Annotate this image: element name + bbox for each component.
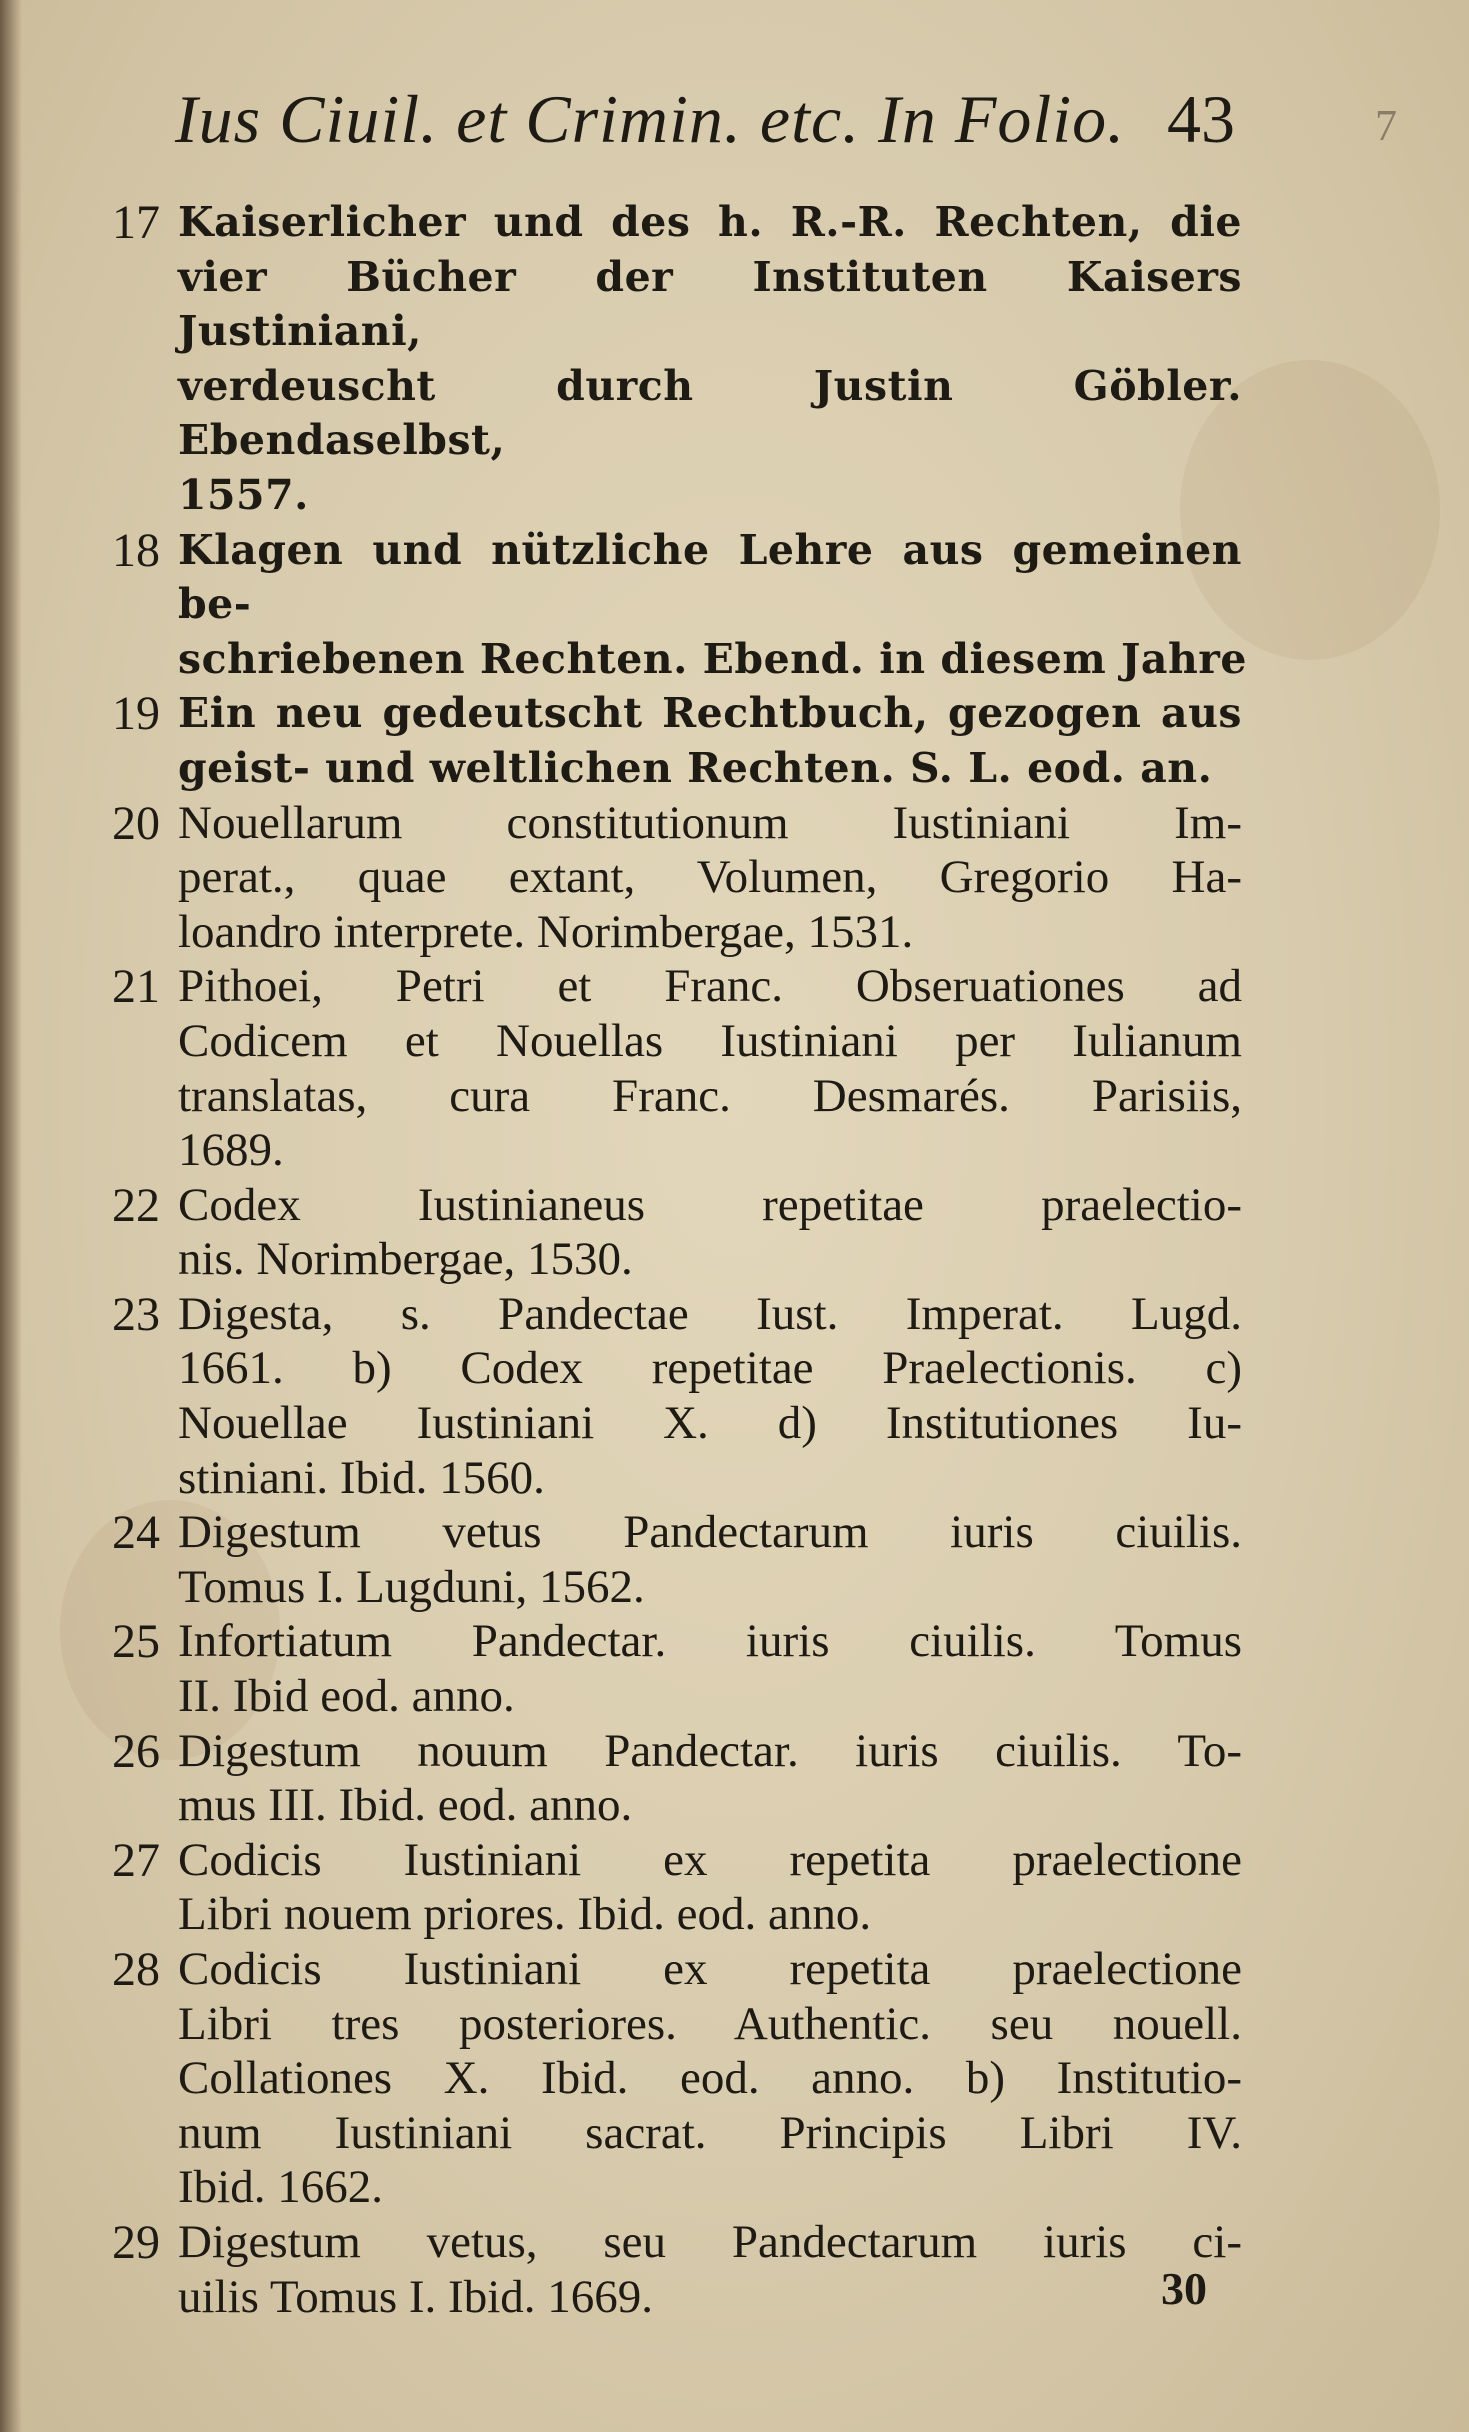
entry-line: uilis Tomus I. Ibid. 1669.	[178, 2270, 654, 2323]
catalog-entry	[112, 2215, 1242, 2324]
catchword: 30	[1161, 2263, 1207, 2314]
entry-line: 1661. b) Codex repetitae Praelectionis. c)	[178, 1342, 1242, 1395]
catalog-entry	[112, 1614, 1242, 1723]
entry-line: Nouellae Iustiniani X. d) Institutiones Iu-	[178, 1397, 1242, 1450]
entry-line: 1557.	[178, 470, 309, 519]
entry-line: mus III. Ibid. eod. anno.	[178, 1779, 633, 1832]
entry-number: 19	[112, 687, 160, 741]
entry-number: 24	[112, 1506, 160, 1560]
entry-number: 25	[112, 1615, 160, 1669]
catalog-entry	[112, 1505, 1242, 1614]
entry-line: Kaiserlicher und des h. R.-R. Rechten, die	[178, 198, 1242, 246]
entry-line: Pithoei, Petri et Franc. Obseruationes ad	[178, 960, 1242, 1013]
catalog-entry	[112, 1724, 1242, 1833]
entry-line: Libri tres posteriores. Authentic. seu nouell.	[178, 1997, 1242, 2050]
entry-line: schriebenen Rechten. Ebend. in diesem Jahre	[178, 634, 1247, 683]
catalog-entry	[112, 686, 1242, 795]
entry-number: 17	[112, 196, 160, 249]
catalog-entry	[112, 1178, 1242, 1287]
entry-number: 22	[112, 1178, 160, 1232]
pencil-mark: 7	[1375, 101, 1397, 150]
entry-line: perat., quae extant, Volumen, Gregorio Ha-	[178, 851, 1242, 904]
entry-line: Tomus I. Lugduni, 1562.	[178, 1560, 645, 1613]
entry-line: Digestum vetus, seu Pandectarum iuris ci-	[178, 2215, 1242, 2268]
entry-number: 23	[112, 1287, 160, 1341]
catalog-entry	[112, 959, 1242, 1177]
entry-number: 27	[112, 1833, 160, 1887]
entry-number: 28	[112, 1943, 160, 1996]
entry-line: verdeuscht durch Justin Göbler. Ebendaselbst,	[178, 361, 1242, 465]
entry-line: Ibid. 1662.	[178, 2161, 383, 2214]
entry-number: 29	[112, 2215, 160, 2269]
entry-line: Libri nouem priores. Ibid. eod. anno.	[178, 1888, 872, 1941]
entry-line: num Iustiniani sacrat. Principis Libri IV.	[178, 2106, 1242, 2159]
entry-line: Digestum vetus Pandectarum iuris ciuilis.	[178, 1506, 1242, 1559]
entry-number: 18	[112, 523, 160, 577]
catalog-entry	[112, 1287, 1242, 1505]
entry-line: Ein neu gedeutscht Rechtbuch, gezogen aus	[178, 689, 1242, 738]
entry-line: loandro interprete. Norimbergae, 1531.	[178, 905, 914, 958]
catalog-entries	[112, 195, 1247, 2324]
entry-line: Codicis Iustiniani ex repetita praelectione	[178, 1943, 1242, 1995]
entry-line: vier Bücher der Instituten Kaisers Justiniani,	[178, 252, 1242, 356]
catalog-entry	[112, 1942, 1242, 2215]
entry-line: translatas, cura Franc. Desmarés. Parisiis,	[178, 1069, 1242, 1122]
catalog-entry	[112, 796, 1242, 960]
entry-number: 20	[112, 796, 160, 850]
entry-line: Digesta, s. Pandectae Iust. Imperat. Lugd.	[178, 1287, 1242, 1340]
catalog-entry	[112, 523, 1247, 687]
catalog-entry	[112, 1833, 1242, 1942]
entry-line: Codicis Iustiniani ex repetita praelectione	[178, 1833, 1242, 1886]
entry-line: Nouellarum constitutionum Iustiniani Im-	[178, 796, 1242, 849]
entry-line: Codicem et Nouellas Iustiniani per Iulianum	[178, 1014, 1242, 1067]
entry-line: Klagen und nützliche Lehre aus gemeinen be-	[178, 525, 1242, 629]
entry-number: 21	[112, 960, 160, 1014]
running-title: Ius Ciuil. et Crimin. etc. In Folio.	[175, 81, 1126, 157]
entry-line: Codex Iustinianeus repetitae praelectio-	[178, 1178, 1242, 1231]
entry-number: 26	[112, 1724, 160, 1778]
running-header	[175, 80, 1235, 180]
entry-line: Infortiatum Pandectar. iuris ciuilis. Tomus	[178, 1615, 1242, 1668]
catalog-entry	[112, 195, 1242, 523]
entry-line: stiniani. Ibid. 1560.	[178, 1451, 545, 1504]
entry-line: 1689.	[178, 1124, 284, 1177]
entry-line: II. Ibid eod. anno.	[178, 1670, 515, 1723]
entry-line: Collationes X. Ibid. eod. anno. b) Institutio-	[178, 2052, 1242, 2105]
page-number: 43	[1167, 81, 1235, 157]
page-edge-shadow	[0, 0, 22, 2432]
entry-line: geist- und weltlichen Rechten. S. L. eod. an.	[178, 743, 1213, 792]
entry-line: nis. Norimbergae, 1530.	[178, 1233, 633, 1286]
entry-line: Digestum nouum Pandectar. iuris ciuilis. To-	[178, 1724, 1242, 1777]
